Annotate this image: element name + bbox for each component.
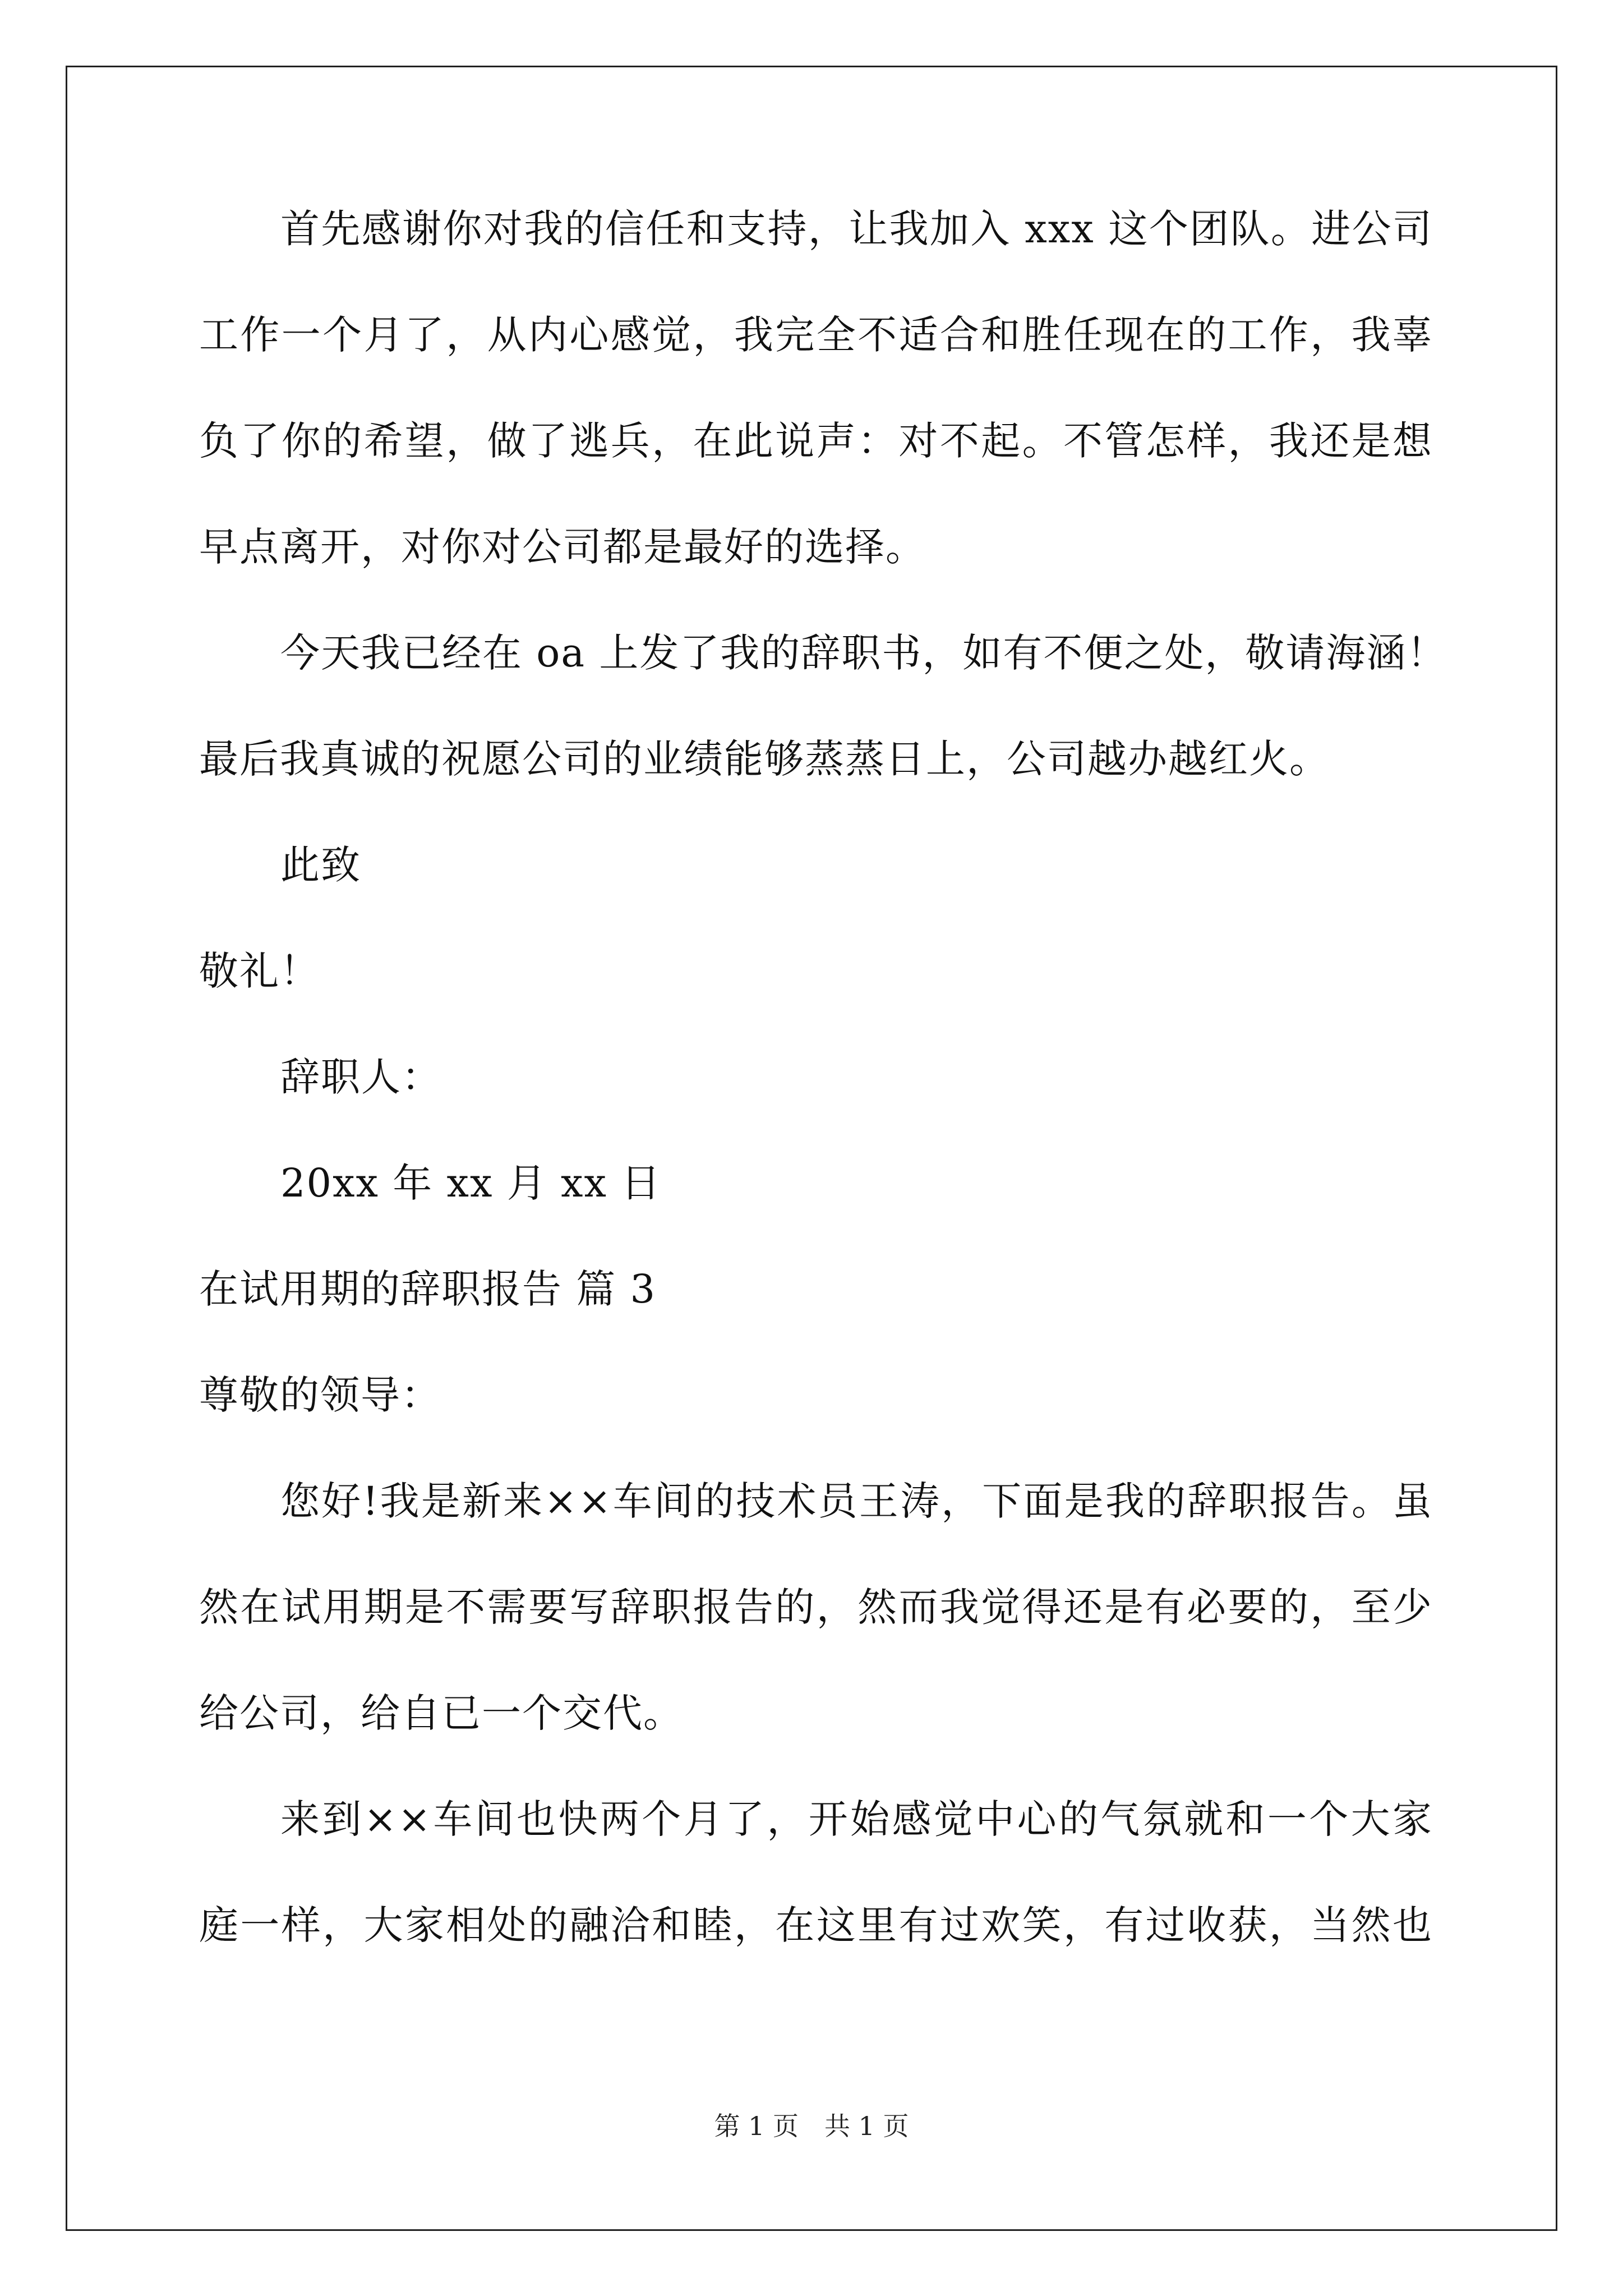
paragraph-line: 给公司，给自已一个交代。	[199, 1690, 684, 1736]
paragraph-line: 最后我真诚的祝愿公司的业绩能够蒸蒸日上，公司越办越红火。	[199, 736, 1330, 782]
date-line: 20xx 年 xx 月 xx 日	[280, 1160, 662, 1206]
closing-regards: 敬礼！	[199, 948, 320, 994]
paragraph-line: 工作一个月了，从内心感觉，我完全不适合和胜任现在的工作，我辜	[199, 312, 1433, 358]
signer-label: 辞职人：	[280, 1054, 442, 1100]
paragraph-line: 庭一样，大家相处的融洽和睦，在这里有过欢笑，有过收获，当然也	[199, 1902, 1433, 1948]
greeting: 尊敬的领导：	[199, 1372, 441, 1418]
closing-salutation: 此致	[280, 842, 361, 888]
paragraph-line: 然在试用期是不需要写辞职报告的，然而我觉得还是有必要的，至少	[199, 1584, 1433, 1630]
paragraph-line: 早点离开，对你对公司都是最好的选择。	[199, 524, 926, 570]
page-footer: 第 1 页 共 1 页	[714, 2111, 909, 2141]
paragraph-line: 来到××车间也快两个月了，开始感觉中心的气氛就和一个大家	[280, 1796, 1433, 1842]
paragraph-line: 首先感谢你对我的信任和支持，让我加入 xxx 这个团队。进公司	[280, 206, 1433, 252]
paragraph-line: 您好!我是新来××车间的技术员王涛，下面是我的辞职报告。虽	[280, 1478, 1433, 1524]
paragraph-line: 负了你的希望，做了逃兵，在此说声：对不起。不管怎样，我还是想	[199, 418, 1433, 464]
paragraph-line: 今天我已经在 oa 上发了我的辞职书，如有不便之处，敬请海涵！	[280, 630, 1447, 676]
section-heading: 在试用期的辞职报告 篇 3	[199, 1266, 657, 1312]
